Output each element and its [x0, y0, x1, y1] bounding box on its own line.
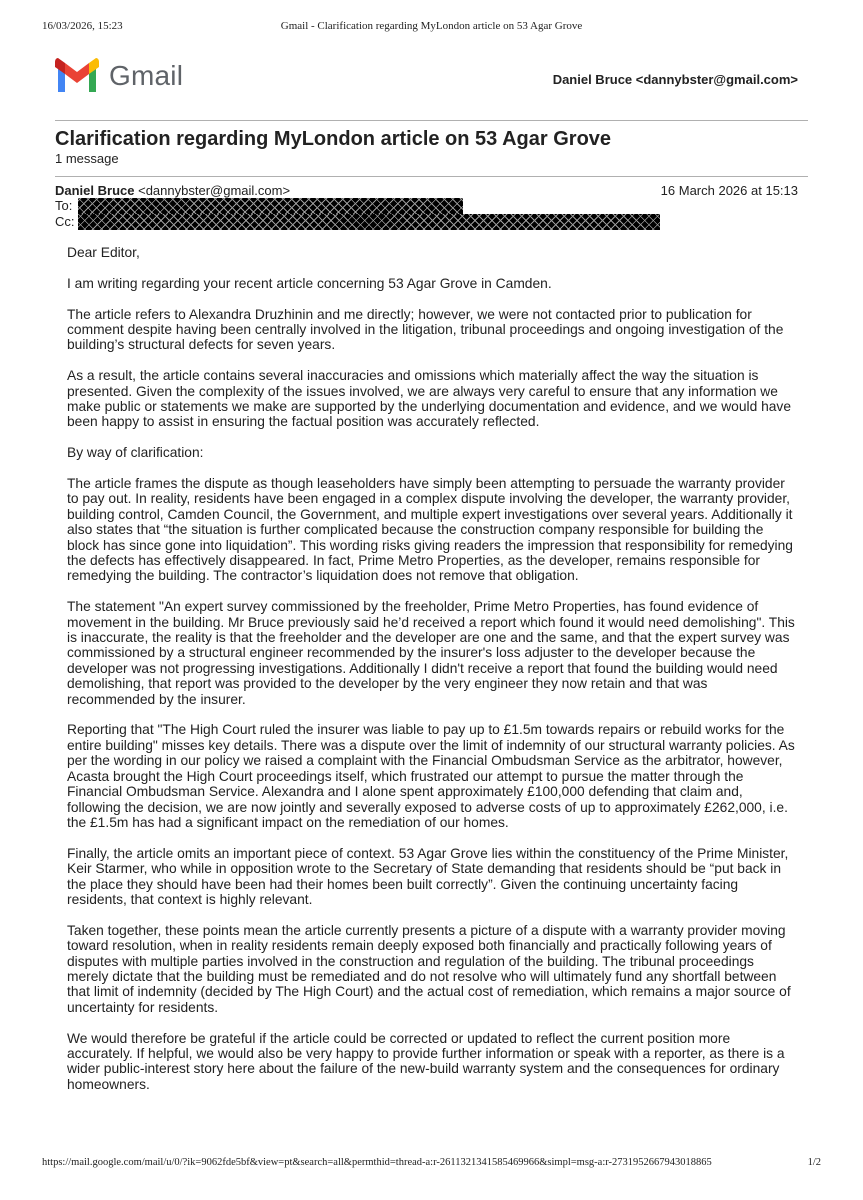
body-paragraph: We would therefore be grateful if the article could be corrected or updated to reflect the current position more accurately. If helpful, we would also be very happy to provide further information or speak with a reporter, as there is a wider public-interest story here about the failure of the new-build warranty system and the consequences for ordinary homeowners. — [67, 1030, 785, 1092]
to-line — [55, 198, 77, 214]
body-paragraph: I am writing regarding your recent article concerning 53 Agar Grove in Camden. — [67, 275, 552, 291]
print-page-title: Gmail - Clarification regarding MyLondon article on 53 Agar Grove — [280, 20, 583, 32]
page-number: 1/2 — [807, 1157, 821, 1168]
sender-email: <dannybster@gmail.com> — [138, 183, 291, 198]
body-paragraph: Taken together, these points mean the article currently presents a picture of a dispute with a warranty provider moving toward resolution, when in reality residents remain deeply exposed both financially and practically following years of disputes with multiple parties involved in the construction and regulation of the building. The tribunal proceedings merely dictate that the building must be remediated and do not resolve who will ultimately fund any shortfall between that limit of indemnity (decided by The High Court) and the actual cost of remediation, which remains a major source of uncertainty for residents. — [67, 922, 791, 1015]
redacted-recipients — [78, 198, 463, 214]
cc-line — [55, 214, 77, 230]
gmail-wordmark: Gmail — [109, 60, 184, 91]
body-paragraph: The statement "An expert survey commissioned by the freeholder, Prime Metro Properties, has found evidence of movement in the building. Mr Bruce previously said he’d received a report which found it would need demolishing". This is inaccurate, the reality is that the freeholder and the developer are one and the same, and that the expert survey was commissioned by a structural engineer recommended by the insurer's loss adjuster to the developer because the developer was not progressing investigations. Additionally I didn't receive a report that found the building would need demolishing, that report was provided to the developer by the very engineer they now retain and that was recommended by the insurer. — [67, 599, 795, 707]
body-paragraph: Reporting that "The High Court ruled the insurer was liable to pay up to £1.5m towards repairs or rebuild works for the entire building" misses key details. There was a dispute over the limit of indemnity of our structural warranty policies. As per the wording in our policy we raised a complaint with the Financial Ombudsman Service as the arbitrator, however, Acasta brought the High Court proceedings itself, which frustrated our attempt to pursue the matter through the Financial Ombudsman Service. Alexandra and I alone spent approximately £100,000 defending that claim and, following the decision, we are now jointly and severally exposed to adverse costs of up to approximately £262,000, i.e. the £1.5m has had a significant impact on the remediation of our homes. — [67, 722, 795, 830]
body-paragraph: As a result, the article contains several inaccuracies and omissions which materially affect the way the situation is presented. Given the complexity of the issues involved, we are always very careful to ensure that any information we make public or statements we make are supported by the underlying documentation and evidence, and we would have been happy to assist in ensuring the factual position was accurately reflected. — [67, 368, 792, 430]
print-header — [42, 20, 821, 34]
to-label: To: — [55, 198, 73, 213]
redacted-cc-recipients — [78, 214, 660, 230]
print-timestamp: 16/03/2026, 15:23 — [42, 20, 123, 32]
print-footer — [42, 1157, 821, 1171]
body-paragraph: Finally, the article omits an important piece of context. 53 Agar Grove lies within the constituency of the Prime Minister, Keir Starmer, who while in opposition wrote to the Secretary of State demanding that residents should be “put back in the place they should have been had their homes been built correctly”. Given the continuing uncertainty facing residents, that context is highly relevant. — [67, 845, 789, 907]
message-date: 16 March 2026 at 15:13 — [660, 183, 798, 198]
message-body — [67, 245, 799, 1108]
cc-label: Cc: — [55, 214, 75, 229]
body-paragraph: The article refers to Alexandra Druzhinin and me directly; however, we were not contacted prior to publication for comment despite having been centrally involved in the litigation, tribunal proceedings and ongoing investigation of the building’s structural defects for seven years. — [67, 306, 784, 353]
message-count: 1 message — [55, 151, 119, 166]
divider — [55, 120, 808, 121]
gmail-logo-icon — [55, 58, 99, 92]
thread-subject: Clarification regarding MyLondon article on 53 Agar Grove — [55, 128, 612, 150]
sender-name: Daniel Bruce — [55, 183, 135, 198]
body-paragraph: The article frames the dispute as though leaseholders have simply been attempting to persuade the warranty provider to pay out. In reality, residents have been engaged in a complex dispute involving the developer, the warranty provider, building control, Camden Council, the Government, and multiple expert investigations over several years. Additionally it also states that “the situation is further complicated because the construction company responsible for building the block has since gone into liquidation”. This wording risks giving readers the impression that responsibility for remedying the defects has effectively disappeared. In fact, Prime Metro Properties, as the developer, remains responsible for remedying the building. The contractor’s liquidation does not remove that obligation. — [67, 476, 793, 584]
gmail-header — [55, 58, 798, 98]
body-paragraph: By way of clarification: — [67, 445, 204, 461]
account-identity: Daniel Bruce <dannybster@gmail.com> — [552, 72, 798, 87]
print-url: https://mail.google.com/mail/u/0/?ik=9062fde5bf&view=pt&search=all&permthid=thread-a:r-2611321341585469966&simpl=msg-a:r-2731952667943018865 — [42, 1157, 712, 1168]
body-paragraph: Dear Editor, — [67, 245, 140, 260]
sender-line — [55, 183, 290, 198]
divider — [55, 176, 808, 177]
